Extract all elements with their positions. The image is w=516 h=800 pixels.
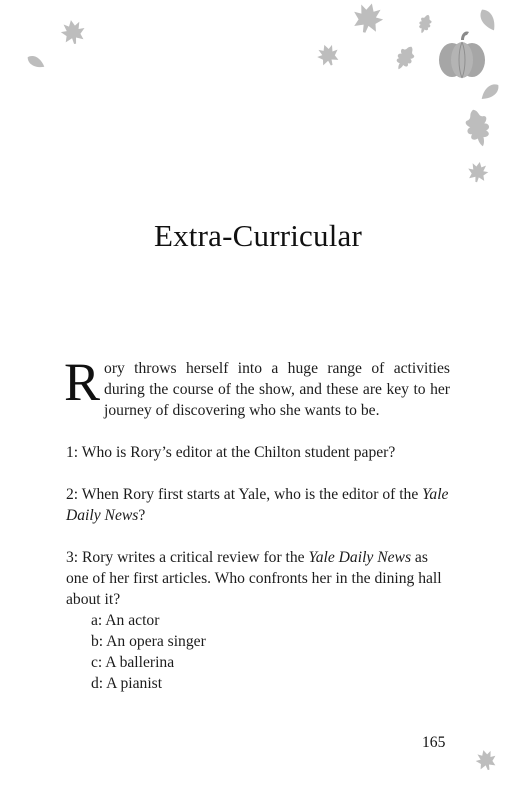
maple-leaf-icon [474, 748, 499, 773]
pumpkin-icon [439, 31, 485, 78]
oak-leaf-icon [392, 43, 418, 73]
maple-leaf-icon [59, 18, 87, 46]
page-number: 165 [422, 734, 446, 751]
clover-leaf-icon [416, 13, 433, 35]
maple-leaf-icon [350, 0, 387, 36]
birch-leaf-icon [25, 53, 46, 70]
intro-paragraph [64, 352, 450, 421]
answer-option-c: c: A ballerina [91, 654, 175, 671]
question-1 [66, 442, 450, 463]
publication-title: Yale Daily News [66, 486, 449, 524]
chapter-title: Extra-Curricular [153, 218, 363, 253]
publication-title: Yale Daily News [308, 549, 412, 566]
birch-leaf-icon [478, 81, 501, 103]
birch-leaf-icon [477, 7, 499, 33]
chapter-body [64, 352, 450, 694]
question-2 [66, 484, 450, 526]
intro-text: ory throws herself into a huge range of activities during the course of the show, and these are key to her journey of discovering who she wants to be. [104, 360, 450, 419]
answer-options [66, 610, 450, 694]
question-text: as one of her first articles. Who confronts her in the dining hall about it? [66, 549, 442, 608]
question-text: ? [138, 507, 146, 524]
oak-leaf-icon [462, 107, 493, 149]
question-3 [66, 547, 450, 610]
answer-option-b: b: An opera singer [91, 633, 206, 650]
question-text: 3: Rory writes a critical review for the [66, 549, 309, 566]
maple-leaf-icon [314, 41, 342, 69]
question-text: 1: Who is Rory’s editor at the Chilton student paper? [66, 444, 396, 461]
maple-leaf-icon [466, 160, 490, 184]
drop-cap: R [64, 352, 101, 412]
answer-option-d: d: A pianist [91, 675, 163, 692]
question-text: 2: When Rory first starts at Yale, who is the editor of the [66, 486, 423, 503]
answer-option-a: a: An actor [91, 612, 160, 629]
